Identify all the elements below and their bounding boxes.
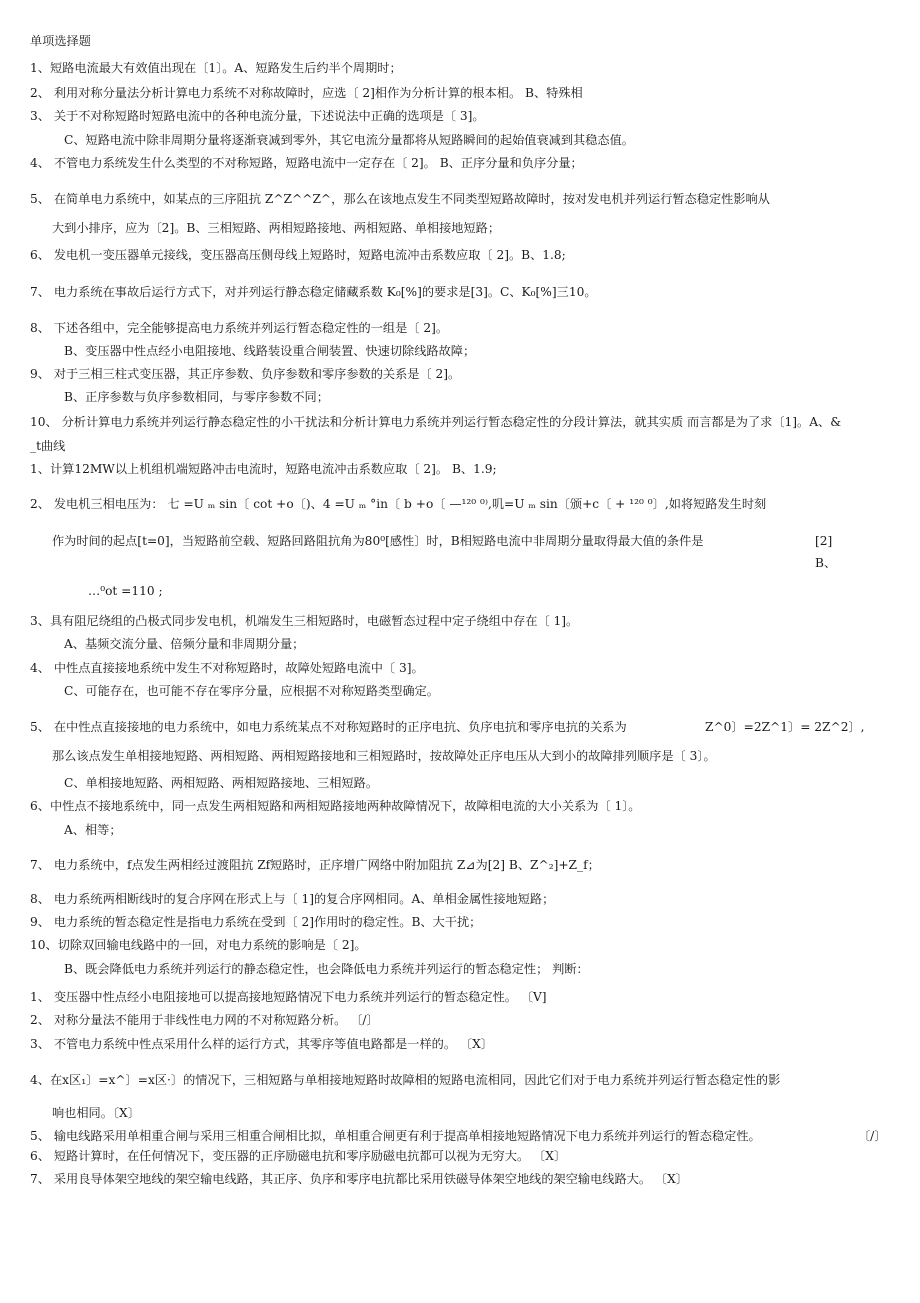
text-line: 大到小排序，应为〔2]。B、三相短路、两相短路接地、两相短路、单相接地短路； bbox=[52, 221, 501, 235]
text-line: 4、在x区₁〕=x^〕=x区·〕的情况下，三相短路与单相接地短路时故障相的短路电流相同，因此它们对于电力系统并列运行暂态稳定性的影 bbox=[30, 1073, 781, 1087]
text-line: 1、计算12MW以上机组机端短路冲击电流时，短路电流冲击系数应取〔 2]。 B、1.9; bbox=[30, 462, 497, 476]
text-line: 5、 在中性点直接接地的电力系统中，如电力系统某点不对称短路时的正序电抗、负序电抗和零序电抗的关系为 bbox=[30, 720, 627, 734]
text-line: C、短路电流中除非周期分量将逐渐衰减到零外，其它电流分量都将从短路瞬间的起始值衰减到其稳态值。 bbox=[64, 133, 634, 147]
text-line: _t曲线 bbox=[30, 439, 66, 453]
text-line: 9、 电力系统的暂态稳定性是指电力系统在受到〔 2]作用时的稳定性。B、大干扰； bbox=[30, 915, 482, 929]
text-line: 5、 输电线路采用单相重合闸与采用三相重合闸相比拟，单相重合闸更有利于提高单相接地短路情况下电力系统并列运行的暂态稳定性。 bbox=[30, 1129, 761, 1143]
text-line: 1、 变压器中性点经小电阻接地可以提高接地短路情况下电力系统并列运行的暂态稳定性。 〔V] bbox=[30, 990, 547, 1004]
text-line: 3、 关于不对称短路时短路电流中的各种电流分量，下述说法中正确的选项是〔 3]。 bbox=[30, 109, 485, 123]
answer-mark: [2] bbox=[815, 534, 833, 548]
text-line: 4、 不管电力系统发生什么类型的不对称短路，短路电流中一定存在〔 2]。 B、正序分量和负序分量； bbox=[30, 156, 583, 170]
text-line: 那么该点发生单相接地短路、两相短路、两相短路接地和三相短路时，按故障处正序电压从大到小的故障排列顺序是〔 3〕。 bbox=[52, 749, 716, 763]
section-title: 单项选择题 bbox=[30, 34, 91, 48]
text-line: 6、中性点不接地系统中，同一点发生两相短路和两相短路接地两种故障情况下，故障相电流的大小关系为〔 1〕。 bbox=[30, 799, 641, 813]
text-line: 8、 电力系统两相断线时的复合序网在形式上与〔 1]的复合序网相同。A、单相金属性接地短路； bbox=[30, 892, 555, 906]
text-line: 1、短路电流最大有效值出现在〔1〕。A、短路发生后约半个周期时； bbox=[30, 61, 402, 75]
answer-mark: B、 bbox=[815, 556, 837, 570]
text-line: A、相等； bbox=[64, 823, 122, 837]
text-line: C、单相接地短路、两相短路、两相短路接地、三相短路。 bbox=[64, 776, 379, 790]
text-line: 7、 电力系统在事故后运行方式下，对并列运行静态稳定储藏系数 K₀[%]的要求是[3]。C、K₀[%]三10。 bbox=[30, 285, 597, 299]
text-line: 6、 短路计算时，在任何情况下，变压器的正序励磁电抗和零序励磁电抗都可以视为无穷大。 〔X〕 bbox=[30, 1149, 567, 1163]
text-line: B、正序参数与负序参数相同，与零序参数不同； bbox=[64, 390, 329, 404]
text-line: 9、 对于三相三柱式变压器，其正序参数、负序参数和零序参数的关系是〔 2]。 bbox=[30, 367, 461, 381]
formula-inline: Z^0〕=2Z^1〕= 2Z^2〕, bbox=[705, 720, 865, 734]
text-line: 响也相同。〔X〕 bbox=[52, 1106, 140, 1120]
text-line: 作为时间的起点[t=0]，当短路前空载、短路回路阻抗角为80⁰[感性〕时，B相短路电流中非周期分量取得最大值的条件是 bbox=[52, 534, 704, 548]
text-line: 2、 对称分量法不能用于非线性电力网的不对称短路分析。 〔/〕 bbox=[30, 1013, 379, 1027]
text-line: 7、 电力系统中，f点发生两相经过渡阻抗 Zf短路时，正序增广网络中附加阻抗 Z⊿为[2] B、Z^₂]+Z_f； bbox=[30, 858, 600, 872]
text-line: 2、 利用对称分量法分析计算电力系统不对称故障时，应选〔 2]相作为分析计算的根本相。 B、特殊相 bbox=[30, 86, 583, 100]
text-line: B、变压器中性点经小电阻接地、线路装设重合闸装置、快速切除线路故障； bbox=[64, 344, 476, 358]
formula-line: …⁰ot =110 ; bbox=[88, 584, 163, 598]
text-line: 10、 分析计算电力系统并列运行静态稳定性的小干扰法和分析计算电力系统并列运行暂态稳定性的分段计算法，就其实质 而言都是为了求〔1]。A、& bbox=[30, 415, 842, 429]
text-line: 6、 发电机一变压器单元接线，变压器高压侧母线上短路时，短路电流冲击系数应取〔 2]。B、1.8; bbox=[30, 248, 566, 262]
text-line: A、基频交流分量、倍频分量和非周期分量； bbox=[64, 637, 305, 651]
answer-mark: 〔/〕 bbox=[858, 1129, 887, 1143]
text-line: 2、 发电机三相电压为： 七 =U ₘ sin〔 cot +o〔)、4 =U ₘ °in〔 b +o〔 —¹²⁰ ⁰⁾,叽=U ₘ sin〔颁+c〔 + ¹²⁰ ⁰〕,如将短路发生时刻 bbox=[30, 497, 767, 511]
text-line: 10、切除双回输电线路中的一回，对电力系统的影响是〔 2]。 bbox=[30, 938, 367, 952]
text-line: 7、 采用良导体架空地线的架空输电线路，其正序、负序和零序电抗都比采用铁磁导体架空地线的架空输电线路大。 〔X〕 bbox=[30, 1172, 688, 1186]
text-line: C、可能存在，也可能不存在零序分量，应根据不对称短路类型确定。 bbox=[64, 684, 439, 698]
text-line: 8、 下述各组中，完全能够提高电力系统并列运行暂态稳定性的一组是〔 2]。 bbox=[30, 321, 449, 335]
text-line: 3、具有阻尼绕组的凸极式同步发电机，机端发生三相短路时，电磁暂态过程中定子绕组中存在〔 1]。 bbox=[30, 614, 579, 628]
text-line: 3、 不管电力系统中性点采用什么样的运行方式，其零序等值电路都是一样的。 〔X〕 bbox=[30, 1037, 493, 1051]
text-line: B、既会降低电力系统并列运行的静态稳定性，也会降低电力系统并列运行的暂态稳定性； 判断： bbox=[64, 962, 589, 976]
text-line: 4、 中性点直接接地系统中发生不对称短路时，故障处短路电流中〔 3]。 bbox=[30, 661, 424, 675]
text-line: 5、 在简单电力系统中，如某点的三序阻抗 Z^Z^^Z^，那么在该地点发生不同类型短路故障时，按对发电机并列运行暂态稳定性影响从 bbox=[30, 192, 770, 206]
